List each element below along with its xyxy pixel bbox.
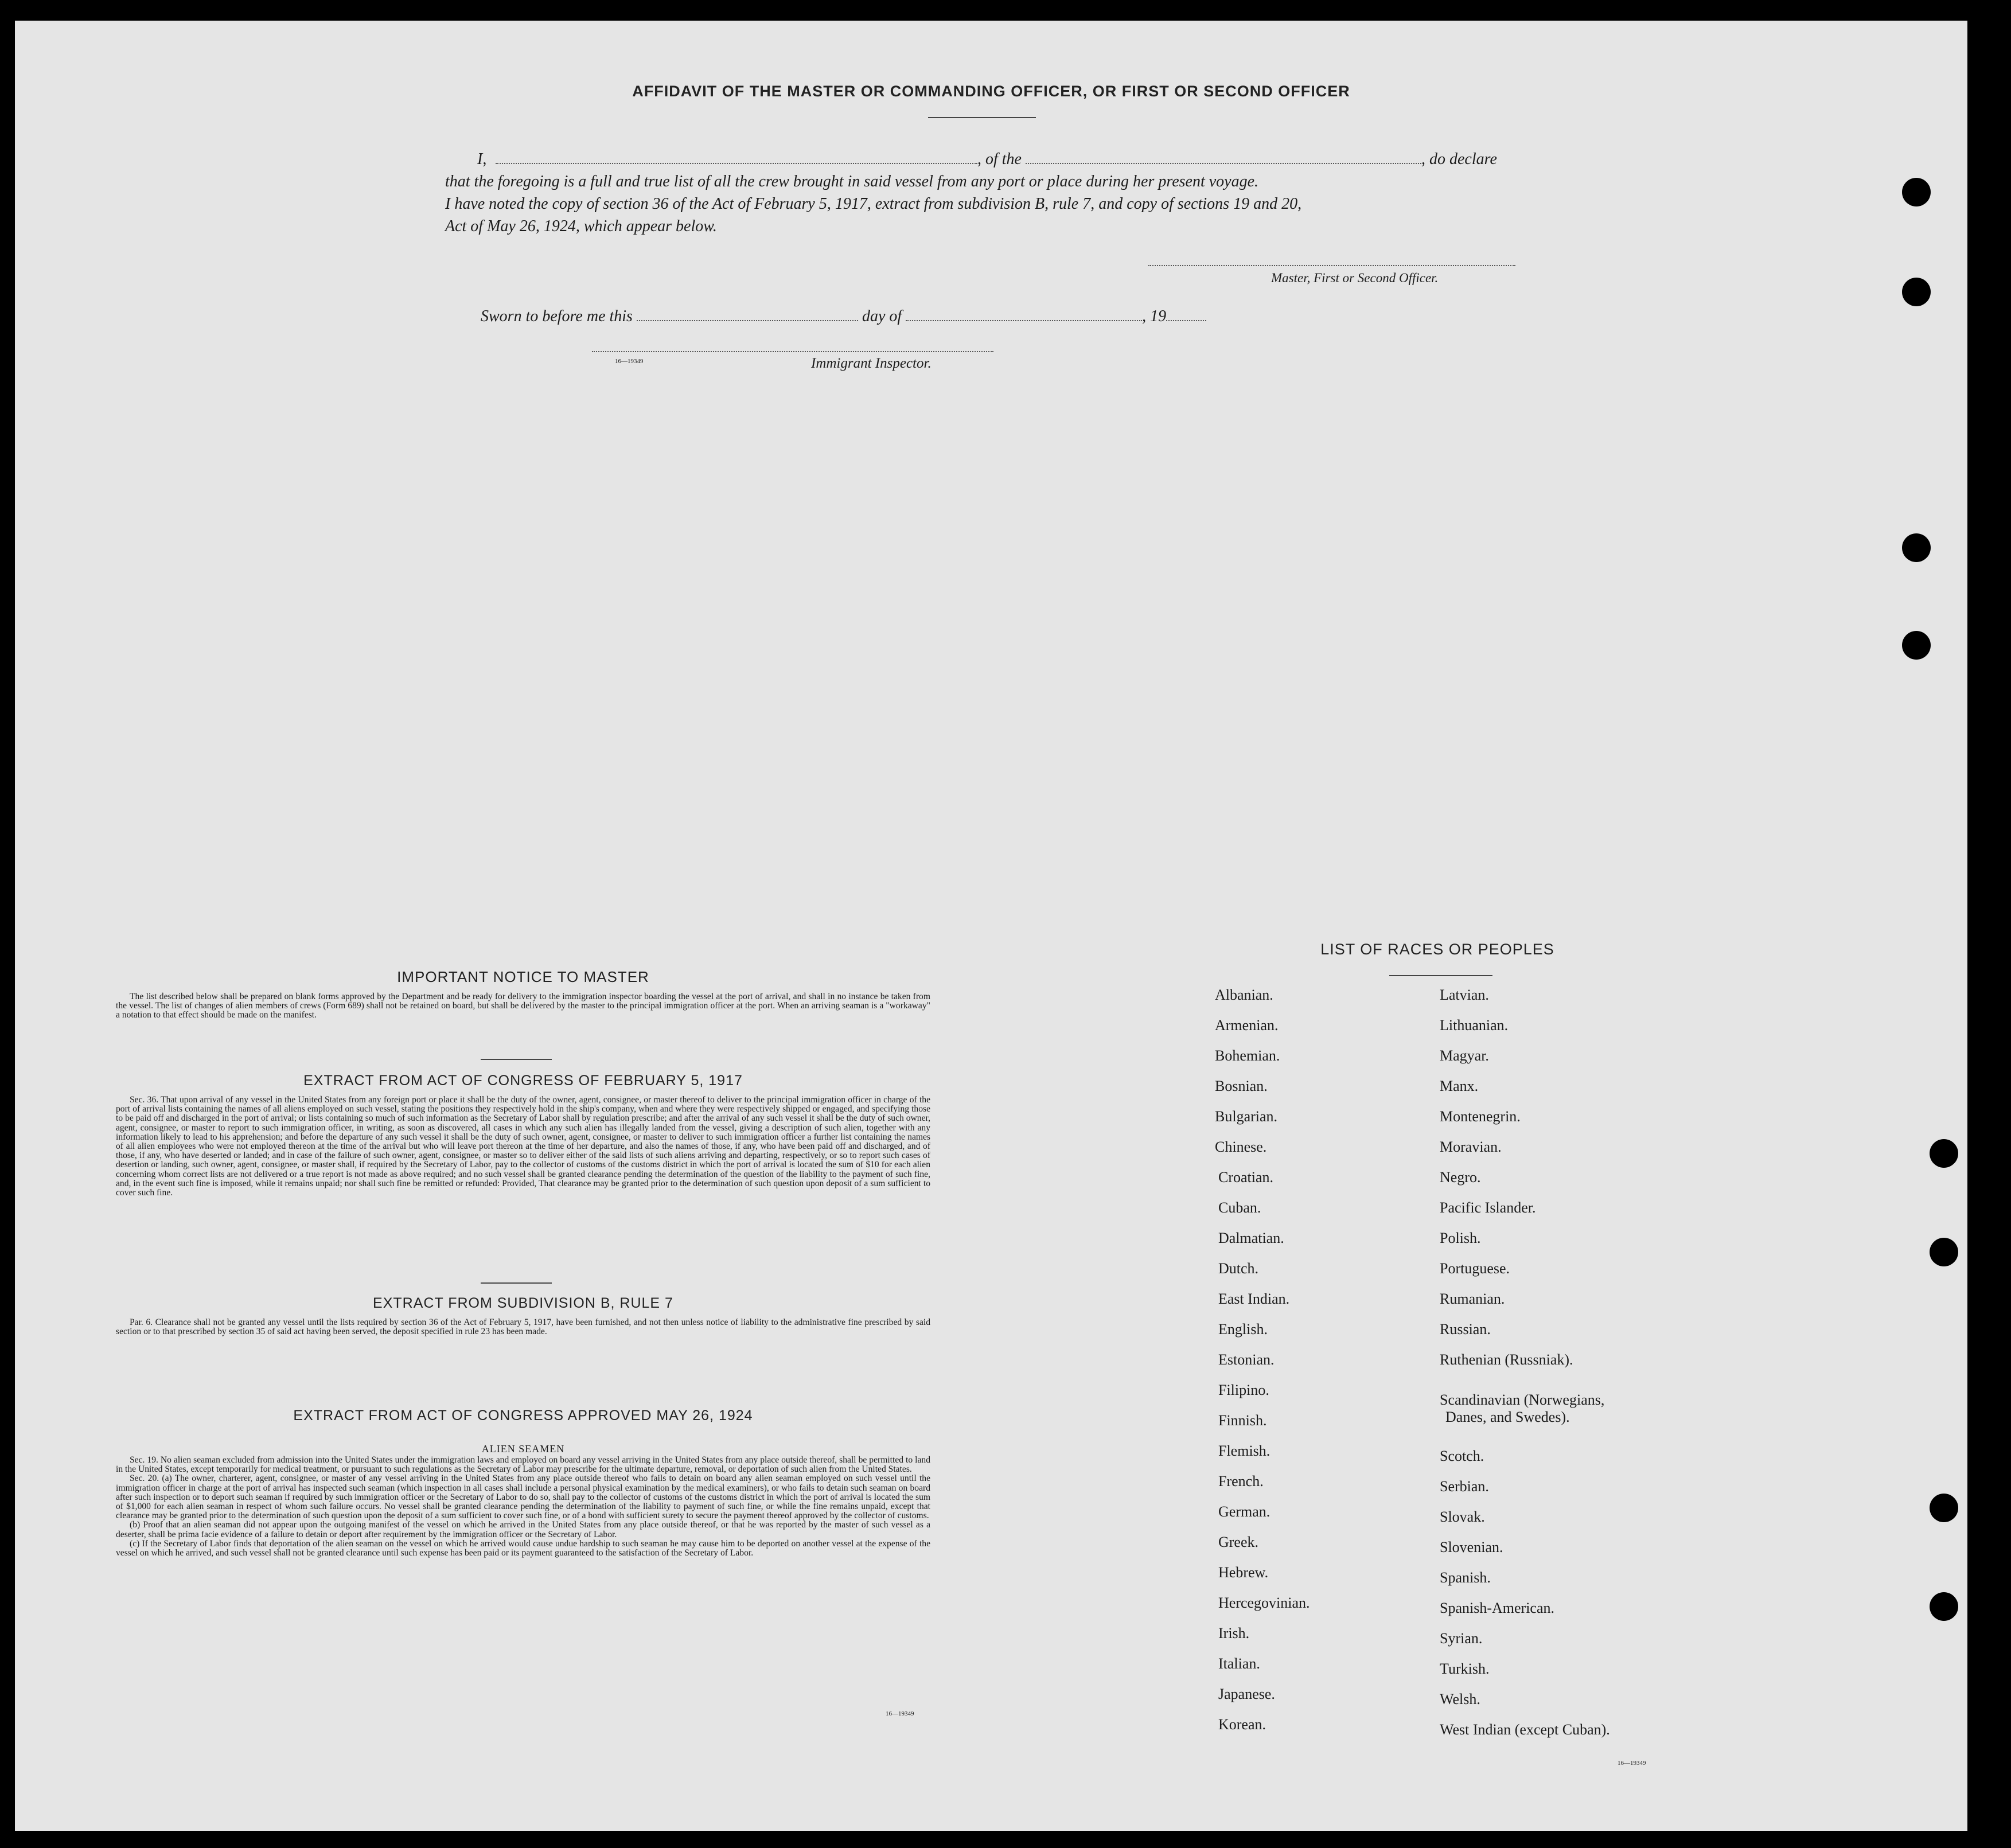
race-item: Dutch. (1218, 1260, 1259, 1277)
affidavit-line-4: Act of May 26, 1924, which appear below. (445, 217, 717, 235)
race-item: West Indian (except Cuban). (1440, 1721, 1610, 1738)
races-title: LIST OF RACES OR PEOPLES (1320, 941, 1554, 958)
act-1917-text: Sec. 36. That upon arrival of any vessel in the United States from any foreign port or place it shall be the duty of the owner, agent, consignee, or master thereof to deliver to the principal immigration officer in charge of the port of arrival lists containing the names of all aliens employed on such vessel, stating the positions they respectively hold in the ship's company, when and where they were respectively shipped or engaged, and specifying those to be paid off and discharged in the port of arrival; or lists containing so much of such information as the Secretary of Labor shall by regulation prescribe; and after the arrival of any such vessel it shall be the duty of such owner, agent, consignee, or master to report to such immigration officer, in writing, as soon as discovered, all cases in which any such alien has illegally landed from the vessel, giving a description of such alien, together with any information likely to lead to his apprehension; and before the departure of any such vessel it shall be the duty of such owner, agent, consignee, or master to deliver to such immigration officer a further list containing the names of all alien employees who were not employed thereon at the time of the arrival but who will leave port thereon at the time of her departure, and also the names of those, if any, who have been paid off and discharged, and of those, if any, who have deserted or landed; and in case of the failure of such owner, agent, consignee, or master so to deliver either of the said lists of such aliens arriving and departing, respectively, or so to report such cases of desertion or landing, such owner, agent, consignee, or master shall, if required by the Secretary of Labor, pay to the collector of customs of the customs district in which the port of arrival is located the sum of $10 for each alien concerning whom correct lists are not delivered or a true report is not made as above required; and no such vessel shall be granted clearance pending the determination of the question of the liability to the payment of such fine, and, in the event such fine is imposed, while it remains unpaid; nor shall such fine be remitted or refunded: Provided, That clearance may be granted prior to the determination of such question upon deposit of a sum sufficient to cover such fine. (116, 1095, 930, 1198)
race-item: Flemish. (1218, 1442, 1270, 1459)
sworn-year-label: , 19 (1142, 307, 1167, 325)
act-1924-form-number: 16—19349 (886, 1710, 914, 1717)
affidavit-line-1 (445, 148, 1546, 170)
vessel-name-field[interactable] (1026, 159, 1421, 164)
punch-hole (1902, 278, 1931, 306)
officer-signature-label: Master, First or Second Officer. (1271, 271, 1439, 285)
sworn-month-field[interactable] (906, 317, 1142, 321)
race-item: Filipino. (1218, 1382, 1269, 1398)
rule-7-title: EXTRACT FROM SUBDIVISION B, RULE 7 (373, 1295, 673, 1311)
affidavit-title: AFFIDAVIT OF THE MASTER OR COMMANDING OFFICER, OR FIRST OR SECOND OFFICER (632, 83, 1350, 100)
inspector-label: Immigrant Inspector. (811, 356, 932, 371)
race-item: Russian. (1440, 1321, 1491, 1338)
race-item: Korean. (1218, 1716, 1266, 1733)
sworn-day-field[interactable] (637, 317, 858, 321)
sworn-line (481, 307, 1206, 326)
race-item: Rumanian. (1440, 1291, 1505, 1307)
race-item: French. (1218, 1473, 1264, 1490)
act-1917-title: EXTRACT FROM ACT OF CONGRESS OF FEBRUARY 5, 1917 (303, 1073, 743, 1089)
divider (928, 117, 1036, 118)
sworn-day-label: day of (862, 307, 902, 325)
race-item: Croatian. (1218, 1169, 1274, 1186)
divider (1389, 975, 1492, 976)
race-item: Bohemian. (1215, 1047, 1280, 1064)
race-item: Greek. (1218, 1534, 1259, 1550)
punch-hole (1930, 1494, 1958, 1522)
punch-hole (1930, 1139, 1958, 1168)
race-item: Syrian. (1440, 1630, 1483, 1647)
divider (481, 1059, 552, 1060)
document-page (15, 21, 1967, 1831)
punch-hole (1930, 1592, 1958, 1621)
sworn-year-field[interactable] (1166, 317, 1206, 321)
declarant-label: I, (477, 150, 487, 168)
affidavit-form-number: 16—19349 (615, 358, 644, 365)
race-item: Spanish-American. (1440, 1600, 1555, 1616)
notice-text: The list described below shall be prepared on blank forms approved by the Department and be ready for delivery to the immigration inspector boarding the vessel at the port of arrival, and shall in no instance be taken from the vessel. The list of changes of alien members of crews (Form 689) shall not be retained on board, but shall be delivered by the master to the principal immigration officer at the port. When an arriving seaman is a "workaway" a notation to that effect should be made on the manifest. (116, 992, 930, 1020)
declarant-name-field[interactable] (496, 159, 977, 164)
race-item: Spanish. (1440, 1569, 1491, 1586)
races-form-number: 16—19349 (1618, 1760, 1646, 1767)
act-1924-subtitle: ALIEN SEAMEN (481, 1443, 565, 1455)
race-item: German. (1218, 1503, 1270, 1520)
race-item: Lithuanian. (1440, 1017, 1509, 1034)
race-item: Chinese. (1215, 1139, 1267, 1155)
race-item: Estonian. (1218, 1351, 1275, 1368)
race-item: Welsh. (1440, 1691, 1480, 1707)
race-item: Scotch. (1440, 1448, 1484, 1464)
race-item: Irish. (1218, 1625, 1250, 1642)
race-item: Slovak. (1440, 1508, 1485, 1525)
vessel-label: , of the (977, 150, 1022, 168)
declare-label: , do declare (1421, 150, 1497, 168)
race-item: Hebrew. (1218, 1564, 1269, 1581)
act-1924-body (116, 1456, 930, 1558)
race-item: Latvian. (1440, 987, 1489, 1003)
race-item: Portuguese. (1440, 1260, 1510, 1277)
race-item: Magyar. (1440, 1047, 1489, 1064)
race-item: East Indian. (1218, 1291, 1290, 1307)
race-item: Bosnian. (1215, 1078, 1268, 1094)
act-1924-sec20a: Sec. 20. (a) The owner, charterer, agent, consignee, or master of any vessel arriving in the United States from any place outside thereof who fails to detain on board any alien seaman employed on such vessel until the immigration officer in charge at the port of arrival has inspected such seaman (which inspection in all cases shall include a personal physical examination by the medical examiners), or who fails to detain such seaman on board after such inspection or to deport such seaman if required by such immigration officer or the Secretary of Labor to do so, shall pay to the collector of customs of the customs district in which the port of arrival is located the sum of $1,000 for each alien seaman in respect of whom such failure occurs. No vessel shall be granted clearance pending the determination of the liability to payment of such fine, or while the fine remains unpaid, except that clearance may be granted prior to the determination of such question upon the deposit of a sum sufficient to cover such fine, or of a bond with sufficient surety to secure the payment thereof approved by the collector of customs. (116, 1473, 930, 1521)
race-item: Danes, and Swedes). (1445, 1409, 1570, 1425)
punch-hole (1930, 1238, 1958, 1266)
race-item: Japanese. (1218, 1686, 1275, 1702)
race-item: Turkish. (1440, 1660, 1490, 1677)
race-item: Moravian. (1440, 1139, 1502, 1155)
race-item: Hercegovinian. (1218, 1594, 1310, 1611)
race-item: Dalmatian. (1218, 1230, 1284, 1246)
race-item: Armenian. (1215, 1017, 1279, 1034)
punch-hole (1902, 631, 1931, 660)
affidavit-line-2: that the foregoing is a full and true list of all the crew brought in said vessel from any port or place during her present voyage. (445, 173, 1259, 190)
race-item: Albanian. (1215, 987, 1273, 1003)
race-item: Negro. (1440, 1169, 1481, 1186)
sworn-prefix: Sworn to before me this (481, 307, 633, 325)
race-item: Serbian. (1440, 1478, 1489, 1495)
punch-hole (1902, 178, 1931, 206)
divider (481, 1282, 552, 1284)
race-item: Cuban. (1218, 1199, 1261, 1216)
race-item: Polish. (1440, 1230, 1481, 1246)
affidavit-declaration (445, 148, 1546, 237)
act-1924-title: EXTRACT FROM ACT OF CONGRESS APPROVED MAY 26, 1924 (293, 1408, 753, 1424)
punch-hole (1902, 533, 1931, 562)
rule-7-text: Par. 6. Clearance shall not be granted any vessel until the lists required by section 36 of the Act of February 5, 1917, have been furnished, and not then unless notice of liability to the administrative fine prescribed by said section or to that prescribed by section 35 of said act having been served, the deposit specified in rule 23 has been made. (116, 1317, 930, 1337)
act-1924-sec20b: (b) Proof that an alien seaman did not appear upon the outgoing manifest of the vessel on which he arrived in the United States from any place outside thereof, or that he was reported by the master of such vessel as a deserter, shall be prima facie evidence of a failure to detain or deport after requirement by the immigration officer or the Secretary of Labor. (116, 1520, 930, 1539)
race-item: Manx. (1440, 1078, 1479, 1094)
officer-signature-field[interactable] (1148, 262, 1515, 266)
affidavit-line-3: I have noted the copy of section 36 of the Act of February 5, 1917, extract from subdivision B, rule 7, and copy of sections 19 and 20, (445, 195, 1302, 213)
race-item: Montenegrin. (1440, 1108, 1521, 1125)
race-item: Ruthenian (Russniak). (1440, 1351, 1573, 1368)
race-item: Scandinavian (Norwegians, (1440, 1391, 1605, 1408)
race-item: Bulgarian. (1215, 1108, 1278, 1125)
inspector-signature-field[interactable] (592, 348, 993, 352)
race-item: Finnish. (1218, 1412, 1267, 1429)
act-1924-sec19: Sec. 19. No alien seaman excluded from admission into the United States under the immigration laws and employed on board any vessel arriving in the United States from any place outside thereof, shall be permitted to land in the United States, except temporarily for medical treatment, or pursuant to such regulations as the Secretary of Labor may prescribe for the ultimate departure, removal, or deportation of such alien from the United States. (116, 1455, 930, 1475)
race-item: English. (1218, 1321, 1268, 1338)
notice-title: IMPORTANT NOTICE TO MASTER (397, 968, 649, 985)
race-item: Pacific Islander. (1440, 1199, 1536, 1216)
race-item: Slovenian. (1440, 1539, 1503, 1555)
race-item: Italian. (1218, 1655, 1260, 1672)
act-1924-sec20c: (c) If the Secretary of Labor finds that deportation of the alien seaman on the vessel on which he arrived would cause undue hardship to such seaman he may cause him to be deported on another vessel at the expense of the vessel on which he arrived, and such vessel shall not be granted clearance until such expense has been paid or its payment guaranteed to the satisfaction of the Secretary of Labor. (116, 1538, 930, 1558)
